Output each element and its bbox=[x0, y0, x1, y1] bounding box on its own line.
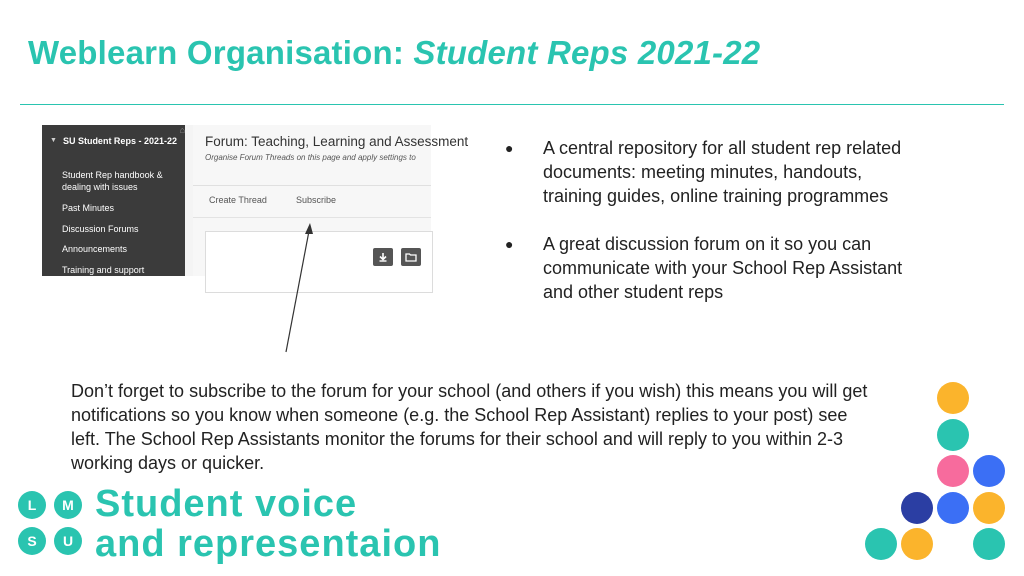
caret-down-icon[interactable]: ▼ bbox=[50, 137, 57, 144]
dot-navy bbox=[901, 492, 933, 524]
sidebar-item-handbook[interactable]: Student Rep handbook & dealing with issues bbox=[62, 170, 163, 192]
list-item bbox=[505, 232, 925, 304]
logo-line-1: Student voice bbox=[95, 483, 358, 525]
title-divider bbox=[20, 104, 1004, 105]
download-icon[interactable] bbox=[373, 248, 393, 266]
logo-line-2: and representaion bbox=[95, 523, 442, 565]
dot-yellow bbox=[901, 528, 933, 560]
sidebar-item-announcements[interactable]: Announcements bbox=[62, 244, 128, 254]
dot-blue bbox=[937, 492, 969, 524]
divider bbox=[193, 185, 431, 186]
dot-yellow bbox=[973, 492, 1005, 524]
course-title: SU Student Reps - 2021-22 bbox=[62, 136, 177, 146]
logo-letter: S bbox=[18, 527, 46, 555]
pointer-arrow bbox=[270, 215, 330, 360]
weblearn-screenshot bbox=[42, 125, 469, 276]
logo-letter: M bbox=[54, 491, 82, 519]
course-header[interactable] bbox=[50, 135, 178, 147]
forum-title: Forum: Teaching, Learning and Assessment bbox=[205, 134, 469, 149]
create-thread-button[interactable]: Create Thread bbox=[209, 195, 267, 205]
dot-teal bbox=[973, 528, 1005, 560]
forum-subtitle: Organise Forum Threads on this page and apply settings to bbox=[205, 153, 416, 162]
title-italic: Student Reps 2021-22 bbox=[413, 34, 761, 71]
sidebar-item-training[interactable]: Training and support bbox=[62, 265, 145, 275]
logo-letter: U bbox=[54, 527, 82, 555]
list-item bbox=[505, 136, 925, 208]
sidebar-item-discussion-forums[interactable]: Discussion Forums bbox=[62, 224, 139, 234]
title-plain: Weblearn Organisation: bbox=[28, 34, 414, 71]
dot-teal bbox=[937, 419, 969, 451]
feature-list bbox=[505, 136, 925, 304]
bullet-icon: ● bbox=[505, 236, 514, 252]
course-sidebar bbox=[42, 125, 185, 276]
dot-pink bbox=[937, 455, 969, 487]
home-icon[interactable]: ⌂ bbox=[179, 125, 185, 135]
subscribe-button[interactable]: Subscribe bbox=[296, 195, 337, 205]
bullet-text: A great discussion forum on it so you can communicate with your School Rep Assistant and other student reps bbox=[543, 234, 903, 302]
dot-blue bbox=[973, 455, 1005, 487]
dot-teal bbox=[865, 528, 897, 560]
bullet-icon: ● bbox=[505, 140, 514, 156]
subscribe-note: Don’t forget to subscribe to the forum for your school (and others if you wish) this means you will get notifications so you know when someone (e.g. the School Rep Assistant) replies to your post) see left. The School Rep Assistants monitor the forums for their school and will reply to you within 2-3 working days or quicker. bbox=[71, 381, 868, 473]
logo-letter: L bbox=[18, 491, 46, 519]
bullet-text: A central repository for all student rep related documents: meeting minutes, handouts, training guides, online training programmes bbox=[543, 138, 902, 206]
sidebar-item-past-minutes[interactable]: Past Minutes bbox=[62, 203, 115, 213]
slide-title bbox=[28, 34, 760, 72]
dot-yellow bbox=[937, 382, 969, 414]
folder-icon[interactable] bbox=[401, 248, 421, 266]
